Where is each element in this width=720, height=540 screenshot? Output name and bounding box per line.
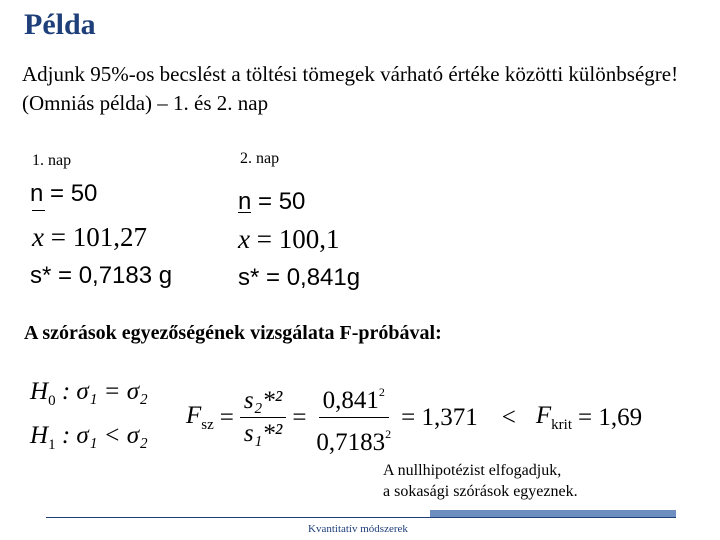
denominator-exponent: 2 <box>385 427 392 441</box>
h0-symbol: H <box>30 378 49 405</box>
day2-label: 2. nap <box>240 150 280 167</box>
numerator-value: 0,841 <box>322 387 379 414</box>
footer-divider <box>46 517 676 518</box>
variance-ratio-denominator: s₁*² <box>243 420 283 447</box>
day1-label: 1. nap <box>32 152 72 169</box>
h1-relation: : σ₁ < σ₂ <box>61 422 148 449</box>
task-description: Adjunk 95%-os becslést a töltési tömegek várható értéke közötti különbségre! (Omniás példa) – 1. és 2. nap <box>22 62 679 115</box>
variance-ratio-numerator: s₂*² <box>240 385 286 418</box>
f-statistic-formula <box>186 376 642 459</box>
day1-std-dev: s* = 0,7183 g <box>30 262 173 289</box>
day1-mean <box>32 222 147 253</box>
day1-mean-value: = 101,27 <box>50 222 147 252</box>
xbar-symbol: x <box>32 222 44 252</box>
day2-mean <box>238 224 339 255</box>
h1-symbol: H <box>30 422 49 449</box>
day2-mean-value: = 100,1 <box>256 224 340 254</box>
h0-relation: : σ₁ = σ₂ <box>61 378 148 405</box>
xbar-symbol: x <box>238 224 250 254</box>
alternative-hypothesis <box>30 422 148 454</box>
fkrit-value: = 1,69 <box>578 403 643 431</box>
conclusion-line-2: a sokasági szórások egyeznek. <box>383 483 578 500</box>
value-ratio <box>312 376 395 459</box>
fkrit-symbol: F <box>535 401 552 429</box>
variance-ratio <box>240 385 286 450</box>
fkrit-subscript: krit <box>551 416 573 433</box>
numerator-exponent: 2 <box>378 385 385 399</box>
h0-subscript: 0 <box>48 393 56 409</box>
footer-text: Kvantitatív módszerek <box>308 523 408 535</box>
null-hypothesis <box>30 378 148 410</box>
less-than-sign: < <box>501 403 516 431</box>
page-title: Példa <box>24 8 96 41</box>
denominator-value: 0,7183 <box>316 429 386 456</box>
f-symbol: F <box>186 401 202 429</box>
f-subscript: sz <box>201 416 214 433</box>
day2-std-dev: s* = 0,841g <box>238 264 361 291</box>
conclusion-line-1: A nullhipotézist elfogadjuk, <box>383 462 562 479</box>
h1-subscript: 1 <box>48 437 56 453</box>
equals-sign: = <box>219 403 234 431</box>
equals-sign: = <box>292 403 307 431</box>
f-result: = 1,371 <box>401 403 478 431</box>
section-heading: A szórások egyezőségének vizsgálata F-próbával: <box>24 322 442 344</box>
conclusion-text <box>383 460 578 502</box>
day2-sample-size: n = 50 <box>238 188 306 215</box>
day1-sample-size: n = 50 <box>30 180 98 207</box>
